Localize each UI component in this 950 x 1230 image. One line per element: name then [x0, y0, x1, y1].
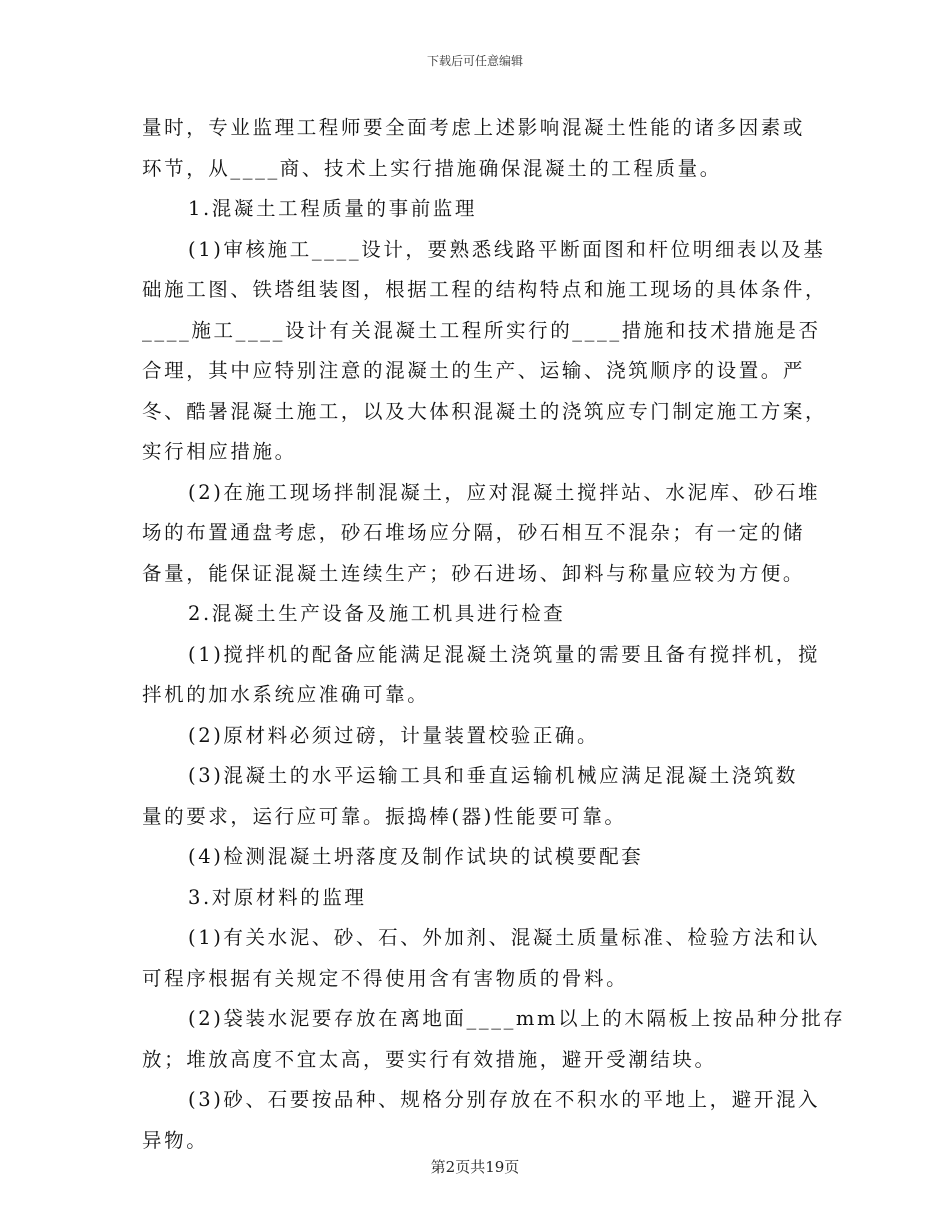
text-line: 备量，能保证混凝土连续生产；砂石进场、卸料与称量应较为方便。 [142, 561, 806, 585]
text-line: 合理，其中应特别注意的混凝土的生产、运输、浇筑顺序的设置。严 [142, 359, 806, 382]
text-line: (3)混凝土的水平运输工具和垂直运输机械应满足混凝土浇筑数 [188, 764, 799, 787]
section-heading: 3.对原材料的监理 [188, 885, 367, 909]
text-line: 环节，从____商、技术上实行措施确保混凝土的工程质量。 [142, 156, 722, 180]
text-line: (3)砂、石要按品种、规格分别存放在不积水的平地上，避开混入 [188, 1088, 821, 1111]
text-line: (1)搅拌机的配备应能满足混凝土浇筑量的需要且备有搅拌机，搅 [188, 642, 821, 666]
text-line: ____施工____设计有关混凝土工程所实行的____措施和技术措施是否 [142, 318, 821, 342]
text-line: 异物。 [142, 1128, 209, 1152]
text-line: (1)有关水泥、砂、石、外加剂、混凝土质量标准、检验方法和认 [188, 926, 821, 949]
page-number-footer: 第2页共19页 [430, 1158, 520, 1176]
text-line: (4)检测混凝土坍落度及制作试块的试模要配套 [188, 845, 644, 868]
text-line: 实行相应措施。 [142, 440, 297, 463]
text-line: 可程序根据有关规定不得使用含有害物质的骨料。 [142, 966, 629, 990]
text-line: (2)原材料必须过磅，计量装置校验正确。 [188, 723, 600, 747]
page-header-note: 下载后可任意编辑 [426, 54, 523, 68]
text-line: 量的要求，运行应可靠。振捣棒(器)性能要可靠。 [142, 804, 627, 828]
section-heading: 1.混凝土工程质量的事前监理 [188, 197, 478, 220]
text-line: 拌机的加水系统应准确可靠。 [142, 683, 430, 706]
text-line: 场的布置通盘考虑，砂石堆场应分隔，砂石相互不混杂；有一定的储 [142, 521, 806, 544]
text-line: 放；堆放高度不宜太高，要实行有效措施，避开受潮结块。 [142, 1047, 717, 1071]
section-heading: 2.混凝土生产设备及施工机具进行检查 [188, 602, 566, 625]
text-line: 量时，专业监理工程师要全面考虑上述影响混凝土性能的诸多因素或 [142, 116, 806, 139]
document-body [142, 108, 846, 1161]
text-line: 础施工图、铁塔组装图，根据工程的结构特点和施工现场的具体条件， [142, 278, 828, 301]
text-line: 冬、酷暑混凝土施工，以及大体积混凝土的浇筑应专门制定施工方案， [142, 399, 828, 423]
text-line: (1)审核施工____设计，要熟悉线路平断面图和杆位明细表以及基 [188, 237, 826, 261]
text-line: (2)袋装水泥要存放在离地面____mm以上的木隔板上按品种分批存 [188, 1007, 846, 1030]
text-line: (2)在施工现场拌制混凝土，应对混凝土搅拌站、水泥库、砂石堆 [188, 480, 821, 504]
